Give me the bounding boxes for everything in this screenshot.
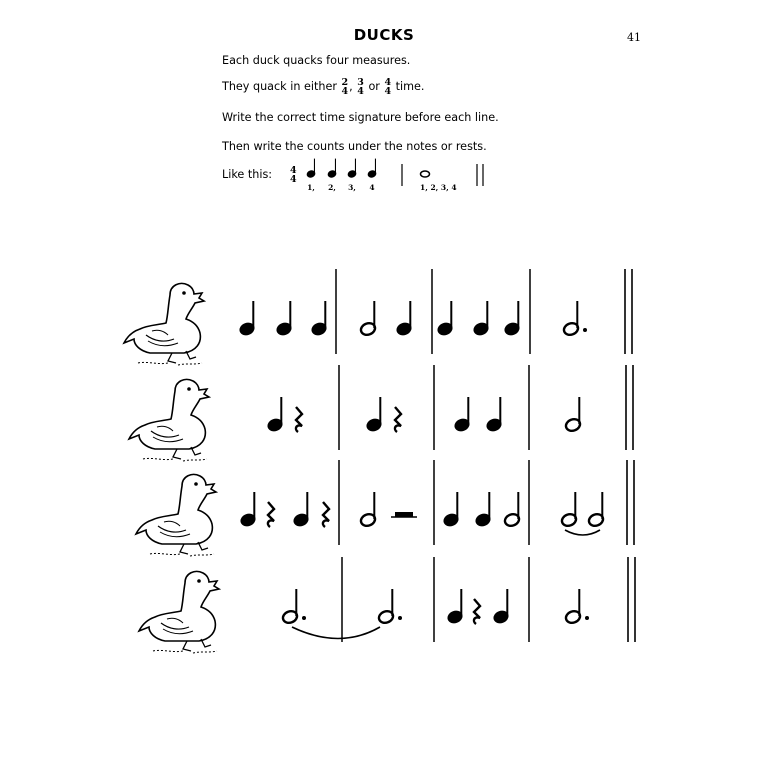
- quarter-note: [275, 301, 292, 337]
- example-count-whole: 1, 2, 3, 4: [420, 183, 457, 192]
- quarter-rest: [268, 502, 274, 527]
- page-number: 41: [627, 31, 641, 44]
- instruction-line-2: They quack in either 2 4 , 3 4 or 4 4 time.: [222, 77, 425, 97]
- duck-illustration: [136, 474, 216, 556]
- instruction-line-2-or: or: [368, 80, 380, 93]
- example-count: 3,: [348, 183, 356, 192]
- half-note: [359, 301, 376, 337]
- quarter-note: [347, 159, 357, 179]
- instruction-line-4: Then write the counts under the notes or rests.: [222, 140, 487, 153]
- quarter-rest: [296, 407, 302, 432]
- quarter-note: [395, 301, 412, 337]
- quarter-note: [453, 397, 470, 433]
- instruction-line-1: Each duck quacks four measures.: [222, 54, 411, 67]
- quarter-note: [446, 589, 463, 625]
- duck-illustration: [124, 283, 204, 365]
- time-signature-2-4: 2 4: [341, 77, 349, 97]
- quarter-note: [367, 159, 377, 179]
- example-time-signature: 4 4: [290, 165, 297, 185]
- half-note: [587, 492, 604, 528]
- dotted-half-note: [562, 301, 587, 337]
- quarter-note: [442, 492, 459, 528]
- instruction-line-2-suffix: time.: [395, 80, 425, 93]
- quarter-note: [238, 301, 255, 337]
- quarter-note: [474, 492, 491, 528]
- quarter-note: [365, 397, 382, 433]
- tie: [565, 530, 600, 535]
- time-signature-4-4: 4 4: [384, 77, 392, 97]
- whole-note: [421, 171, 430, 177]
- quarter-note: [503, 301, 520, 337]
- half-note: [359, 492, 376, 528]
- quarter-rest: [395, 407, 401, 432]
- half-rest: [395, 512, 413, 517]
- quarter-rest: [323, 502, 329, 527]
- example-count: 4: [369, 183, 375, 192]
- tie: [292, 627, 380, 639]
- dotted-half-note: [281, 589, 306, 625]
- time-signature-3-4: 3 4: [357, 77, 364, 97]
- quarter-note: [485, 397, 502, 433]
- instruction-line-2-prefix: They quack in either: [222, 80, 337, 93]
- quarter-note: [492, 589, 509, 625]
- duck-illustration: [139, 571, 219, 653]
- example-count: 2,: [328, 183, 336, 192]
- quarter-note: [266, 397, 283, 433]
- example-label: Like this:: [222, 168, 273, 181]
- quarter-note: [310, 301, 327, 337]
- half-note: [503, 492, 520, 528]
- half-note: [564, 397, 581, 433]
- quarter-note: [327, 159, 337, 179]
- example-count: 1,: [307, 183, 315, 192]
- quarter-note: [306, 159, 316, 179]
- dotted-half-note: [377, 589, 402, 625]
- page-title: DUCKS: [353, 26, 415, 44]
- duck-illustration: [129, 379, 209, 461]
- dotted-half-note: [564, 589, 589, 625]
- instruction-line-3: Write the correct time signature before each line.: [222, 111, 499, 124]
- quarter-note: [436, 301, 453, 337]
- half-note: [560, 492, 577, 528]
- quarter-rest: [474, 599, 480, 624]
- quarter-note: [472, 301, 489, 337]
- quarter-note: [239, 492, 256, 528]
- quarter-note: [292, 492, 309, 528]
